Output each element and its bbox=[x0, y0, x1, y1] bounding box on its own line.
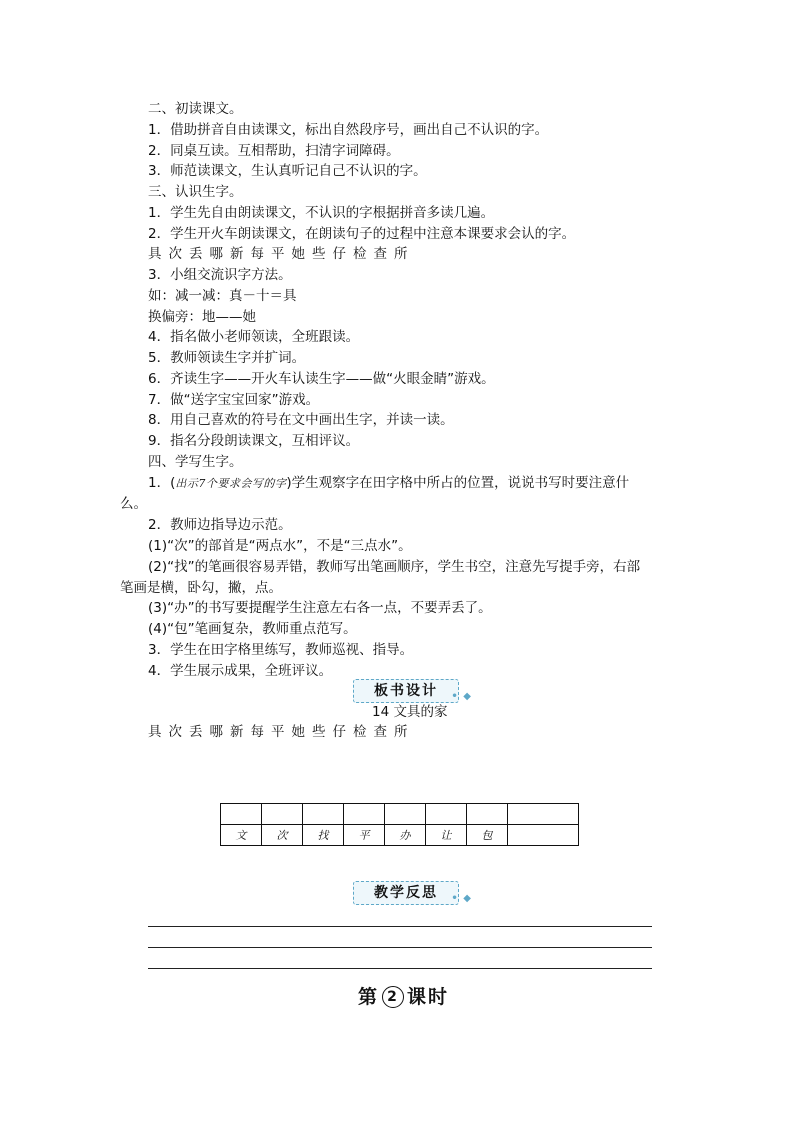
char: 查 bbox=[373, 246, 387, 262]
step-text: 2．学生开火车朗读课文，在朗读句子的过程中注意本课要求会认的字。 bbox=[148, 226, 576, 242]
char: 检 bbox=[353, 246, 367, 262]
char: 仔 bbox=[332, 246, 346, 262]
step-text: 3．学生在田字格里练写，教师巡视、指导。 bbox=[148, 642, 414, 658]
char: 哪 bbox=[209, 246, 223, 262]
example-text: 换偏旁：地——她 bbox=[148, 309, 256, 325]
grid-cell bbox=[508, 825, 579, 846]
grid-cell bbox=[385, 804, 426, 825]
writing-grid bbox=[220, 803, 579, 846]
reflection-line bbox=[148, 947, 652, 948]
lesson-suffix: 课时 bbox=[407, 986, 450, 1008]
step-text: 1．学生先自由朗读课文，不认识的字根据拼音多读几遍。 bbox=[148, 205, 495, 221]
char: 次 bbox=[168, 246, 182, 262]
reflection-badge bbox=[353, 881, 472, 905]
step-text-continued: 么。 bbox=[120, 496, 147, 512]
step-text: 5．教师领读生字并扩词。 bbox=[148, 350, 306, 366]
grid-cell bbox=[221, 804, 262, 825]
char: 每 bbox=[250, 246, 264, 262]
section-heading-2: 二、初读课文。 bbox=[148, 101, 243, 117]
lesson-heading bbox=[358, 982, 449, 1009]
step-prefix: 1．( bbox=[148, 475, 176, 491]
lesson-prefix: 第 bbox=[358, 986, 380, 1008]
char: 具 bbox=[148, 246, 162, 262]
char: 她 bbox=[291, 246, 305, 262]
step-text: 2．同桌互读。互相帮助，扫清字词障碍。 bbox=[148, 143, 400, 159]
grid-char: 文 bbox=[221, 825, 262, 846]
board-design-badge bbox=[353, 679, 472, 703]
handwritten-note: 出示7个要求会写的字 bbox=[175, 477, 287, 490]
grid-char: 包 bbox=[467, 825, 508, 846]
grid-cell bbox=[426, 804, 467, 825]
step-text bbox=[148, 473, 629, 494]
step-text: 8．用自己喜欢的符号在文中画出生字，并读一读。 bbox=[148, 412, 454, 428]
char: 具 bbox=[148, 724, 162, 740]
char: 新 bbox=[230, 246, 244, 262]
grid-cell bbox=[508, 804, 579, 825]
step-text: 3．小组交流识字方法。 bbox=[148, 267, 292, 283]
step-text: 4．学生展示成果，全班评议。 bbox=[148, 663, 333, 679]
char: 次 bbox=[168, 724, 182, 740]
recognize-chars-row bbox=[148, 244, 415, 264]
dots-decoration-icon: • ◆ bbox=[451, 691, 472, 702]
char: 丢 bbox=[189, 724, 203, 740]
grid-char: 让 bbox=[426, 825, 467, 846]
section-heading-3: 三、认识生字。 bbox=[148, 184, 243, 200]
char: 些 bbox=[312, 246, 326, 262]
grid-char: 次 bbox=[262, 825, 303, 846]
char: 她 bbox=[291, 724, 305, 740]
section-heading-4: 四、学写生字。 bbox=[148, 454, 243, 470]
step-text: 4．指名做小老师领读，全班跟读。 bbox=[148, 329, 360, 345]
reflection-line bbox=[148, 968, 652, 969]
grid-cell bbox=[344, 804, 385, 825]
char: 所 bbox=[394, 246, 408, 262]
badge-label: 板书设计 bbox=[374, 683, 438, 699]
step-text: (4)“包”笔画复杂，教师重点范写。 bbox=[148, 621, 357, 637]
step-suffix: )学生观察字在田字格中所占的位置，说说书写时要注意什 bbox=[286, 475, 630, 491]
char: 所 bbox=[394, 724, 408, 740]
char: 平 bbox=[271, 724, 285, 740]
grid-cell bbox=[467, 804, 508, 825]
grid-row-chars bbox=[221, 825, 579, 846]
char: 新 bbox=[230, 724, 244, 740]
step-text: (3)“办”的书写要提醒学生注意左右各一点，不要弄丢了。 bbox=[148, 600, 492, 616]
step-text: 2．教师边指导边示范。 bbox=[148, 517, 292, 533]
step-text: 7．做“送字宝宝回家”游戏。 bbox=[148, 392, 320, 408]
grid-row-empty bbox=[221, 804, 579, 825]
dots-decoration-icon: • ◆ bbox=[451, 893, 472, 904]
char: 查 bbox=[373, 724, 387, 740]
grid-char: 找 bbox=[303, 825, 344, 846]
example-text: 如：减一减：真－十＝具 bbox=[148, 288, 297, 304]
badge-label: 教学反思 bbox=[374, 885, 438, 901]
step-text: 1．借助拼音自由读课文，标出自然段序号，画出自己不认识的字。 bbox=[148, 122, 549, 138]
lesson-number-badge: 2 bbox=[382, 986, 404, 1008]
grid-cell bbox=[303, 804, 344, 825]
step-text: 6．齐读生字——开火车认读生字——做“火眼金睛”游戏。 bbox=[148, 371, 495, 387]
step-text: (1)“次”的部首是“两点水”，不是“三点水”。 bbox=[148, 538, 412, 554]
step-text: 3．师范读课文，生认真听记自己不认识的字。 bbox=[148, 163, 427, 179]
char: 检 bbox=[353, 724, 367, 740]
char: 每 bbox=[250, 724, 264, 740]
reflection-line bbox=[148, 926, 652, 927]
grid-char: 平 bbox=[344, 825, 385, 846]
grid-cell bbox=[262, 804, 303, 825]
char: 仔 bbox=[332, 724, 346, 740]
char: 平 bbox=[271, 246, 285, 262]
step-text-continued: 笔画是横，卧勾，撇，点。 bbox=[120, 580, 282, 596]
step-text: (2)“找”的笔画很容易弄错，教师写出笔画顺序，学生书空，注意先写提手旁，右部 bbox=[148, 559, 641, 575]
char: 哪 bbox=[209, 724, 223, 740]
step-text: 9．指名分段朗读课文，互相评议。 bbox=[148, 433, 360, 449]
board-title: 14 文具的家 bbox=[372, 704, 448, 720]
grid-char: 办 bbox=[385, 825, 426, 846]
char: 些 bbox=[312, 724, 326, 740]
char: 丢 bbox=[189, 246, 203, 262]
board-chars-row bbox=[148, 722, 415, 742]
